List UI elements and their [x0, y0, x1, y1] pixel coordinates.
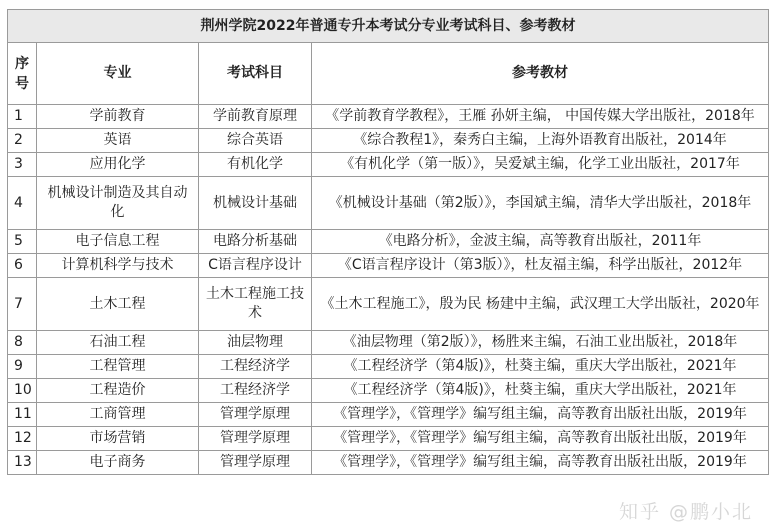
row-major: 工程造价 — [37, 379, 199, 403]
row-subject: 电路分析基础 — [199, 230, 312, 254]
row-major: 机械设计制造及其自动化 — [37, 177, 199, 230]
exam-table — [7, 9, 769, 475]
row-number: 3 — [8, 153, 37, 177]
row-major: 工程管理 — [37, 355, 199, 379]
table-title: 荆州学院2022年普通专升本考试分专业考试科目、参考教材 — [8, 10, 769, 43]
row-number: 11 — [8, 403, 37, 427]
row-number: 4 — [8, 177, 37, 230]
row-number: 2 — [8, 129, 37, 153]
row-number: 6 — [8, 254, 37, 278]
header-textbook: 参考教材 — [312, 43, 769, 105]
row-number: 7 — [8, 278, 37, 331]
row-subject: 油层物理 — [199, 331, 312, 355]
row-subject: 工程经济学 — [199, 355, 312, 379]
header-major: 专业 — [37, 43, 199, 105]
table-row — [8, 355, 769, 379]
row-textbook: 《工程经济学（第4版)》，杜葵主编，重庆大学出版社，2021年 — [312, 355, 769, 379]
table-row — [8, 379, 769, 403]
row-major: 英语 — [37, 129, 199, 153]
table-row — [8, 254, 769, 278]
row-major: 市场营销 — [37, 427, 199, 451]
table-body — [8, 105, 769, 475]
table-row — [8, 331, 769, 355]
table-row — [8, 230, 769, 254]
row-major: 计算机科学与技术 — [37, 254, 199, 278]
row-textbook: 《机械设计基础（第2版）》，李国斌主编，清华大学出版社，2018年 — [312, 177, 769, 230]
header-seq: 序号 — [8, 43, 37, 105]
row-number: 8 — [8, 331, 37, 355]
row-number: 5 — [8, 230, 37, 254]
table-row — [8, 403, 769, 427]
row-subject: 有机化学 — [199, 153, 312, 177]
table-row — [8, 177, 769, 230]
row-textbook: 《有机化学（第一版）》，吴爱斌主编，化学工业出版社，2017年 — [312, 153, 769, 177]
row-subject: 管理学原理 — [199, 451, 312, 475]
row-subject: 工程经济学 — [199, 379, 312, 403]
row-subject: C语言程序设计 — [199, 254, 312, 278]
row-major: 电子商务 — [37, 451, 199, 475]
row-subject: 综合英语 — [199, 129, 312, 153]
watermark: 知乎 @鹏小北 — [618, 501, 753, 523]
row-textbook: 《工程经济学（第4版)》，杜葵主编，重庆大学出版社，2021年 — [312, 379, 769, 403]
table-row — [8, 451, 769, 475]
row-textbook: 《土木工程施工》，殷为民 杨建中主编，武汉理工大学出版社，2020年 — [312, 278, 769, 331]
table-row — [8, 427, 769, 451]
row-textbook: 《电路分析》，金波主编，高等教育出版社，2011年 — [312, 230, 769, 254]
table-row — [8, 129, 769, 153]
header-subject: 考试科目 — [199, 43, 312, 105]
row-textbook: 《管理学》，《管理学》编写组主编，高等教育出版社出版，2019年 — [312, 427, 769, 451]
row-number: 1 — [8, 105, 37, 129]
table-row — [8, 105, 769, 129]
table-row — [8, 278, 769, 331]
row-textbook: 《综合教程1》，秦秀白主编，上海外语教育出版社，2014年 — [312, 129, 769, 153]
row-subject: 学前教育原理 — [199, 105, 312, 129]
row-subject: 土木工程施工技术 — [199, 278, 312, 331]
row-number: 13 — [8, 451, 37, 475]
row-textbook: 《油层物理（第2版）》，杨胜来主编，石油工业出版社，2018年 — [312, 331, 769, 355]
row-subject: 机械设计基础 — [199, 177, 312, 230]
row-number: 12 — [8, 427, 37, 451]
row-textbook: 《管理学》，《管理学》编写组主编，高等教育出版社出版，2019年 — [312, 403, 769, 427]
row-major: 土木工程 — [37, 278, 199, 331]
row-major: 应用化学 — [37, 153, 199, 177]
row-major: 工商管理 — [37, 403, 199, 427]
row-major: 学前教育 — [37, 105, 199, 129]
row-major: 电子信息工程 — [37, 230, 199, 254]
row-number: 10 — [8, 379, 37, 403]
row-major: 石油工程 — [37, 331, 199, 355]
row-textbook: 《C语言程序设计（第3版）》，杜友福主编，科学出版社，2012年 — [312, 254, 769, 278]
row-number: 9 — [8, 355, 37, 379]
row-textbook: 《管理学》，《管理学》编写组主编，高等教育出版社出版，2019年 — [312, 451, 769, 475]
row-subject: 管理学原理 — [199, 427, 312, 451]
row-textbook: 《学前教育学教程》，王雁 孙妍主编， 中国传媒大学出版社，2018年 — [312, 105, 769, 129]
table-row — [8, 153, 769, 177]
row-subject: 管理学原理 — [199, 403, 312, 427]
